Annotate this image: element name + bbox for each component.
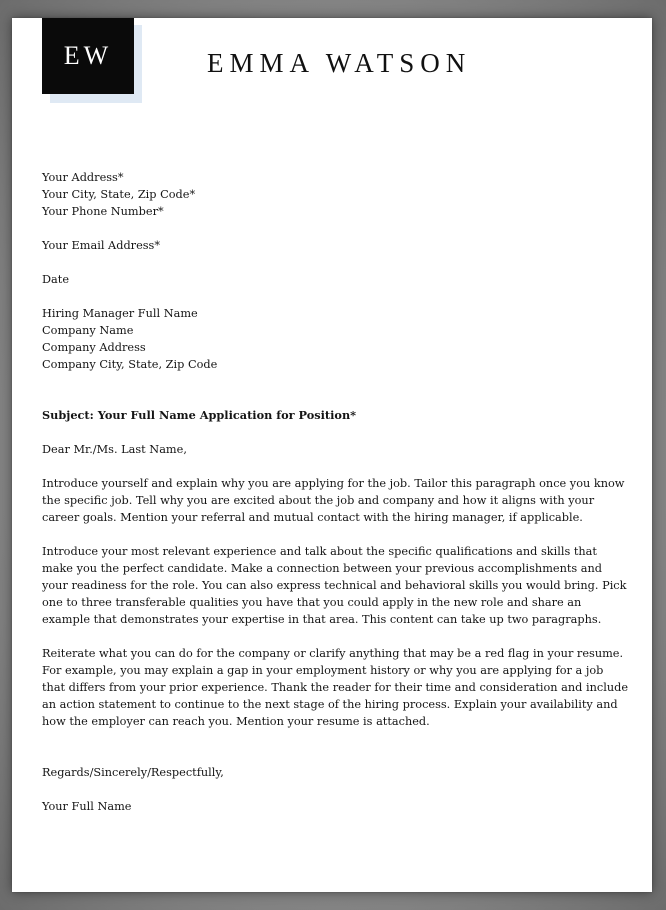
- letter-date: Date: [42, 273, 70, 286]
- sender-address: Your Address*: [42, 171, 124, 184]
- header-name: EMMA WATSON: [207, 48, 472, 78]
- letter-signature: Your Full Name: [42, 800, 132, 813]
- paragraph-line: your readiness for the role. You can also express technical and behavioral skills you would bring. Pick: [42, 579, 627, 592]
- paragraph-experience: [42, 543, 627, 628]
- paragraph-line: For example, you may explain a gap in your employment history or why you are applying for a job: [42, 664, 604, 677]
- sender-city: Your City, State, Zip Code*: [42, 188, 196, 201]
- monogram-logo: EW: [42, 18, 134, 94]
- sender-email: Your Email Address*: [42, 239, 161, 252]
- paragraph-line: Reiterate what you can do for the company or clarify anything that may be a red flag in your resume.: [42, 647, 624, 660]
- paragraph-line: the specific job. Tell why you are excited about the job and company and how it aligns with your: [42, 494, 595, 507]
- paragraph-intro: [42, 475, 627, 526]
- recipient-company: Company Name: [42, 324, 134, 337]
- letter-salutation: Dear Mr./Ms. Last Name,: [42, 443, 187, 456]
- sender-block: [42, 169, 627, 288]
- paragraph-line: that differs from your prior experience. Thank the reader for their time and consideration and include: [42, 681, 629, 694]
- letter-closing: Regards/Sincerely/Respectfully,: [42, 766, 224, 779]
- paragraph-line: Introduce your most relevant experience and talk about the specific qualifications and skills that: [42, 545, 597, 558]
- recipient-address: Company Address: [42, 341, 146, 354]
- letter-page: [12, 18, 652, 892]
- paragraph-line: an action statement to continue to the next stage of the hiring process. Explain your availability and: [42, 698, 618, 711]
- paragraph-line: make you the perfect candidate. Make a connection between your previous accomplishments and: [42, 562, 603, 575]
- paragraph-line: career goals. Mention your referral and mutual contact with the hiring manager, if applicable.: [42, 511, 583, 524]
- paragraph-closing: [42, 645, 627, 730]
- paragraph-line: how the employer can reach you. Mention your resume is attached.: [42, 715, 430, 728]
- recipient-city: Company City, State, Zip Code: [42, 358, 218, 371]
- sender-phone: Your Phone Number*: [42, 205, 164, 218]
- paragraph-line: example that demonstrates your expertise in that area. This content can take up two paragraphs.: [42, 613, 602, 626]
- letter-body: [42, 169, 627, 815]
- paragraph-line: Introduce yourself and explain why you are applying for the job. Tailor this paragraph once you know: [42, 477, 625, 490]
- letter-subject: Subject: Your Full Name Application for Position*: [42, 408, 357, 422]
- paragraph-line: one to three transferable qualities you have that you could apply in the new role and share an: [42, 596, 582, 609]
- recipient-manager: Hiring Manager Full Name: [42, 307, 198, 320]
- recipient-block: [42, 305, 627, 373]
